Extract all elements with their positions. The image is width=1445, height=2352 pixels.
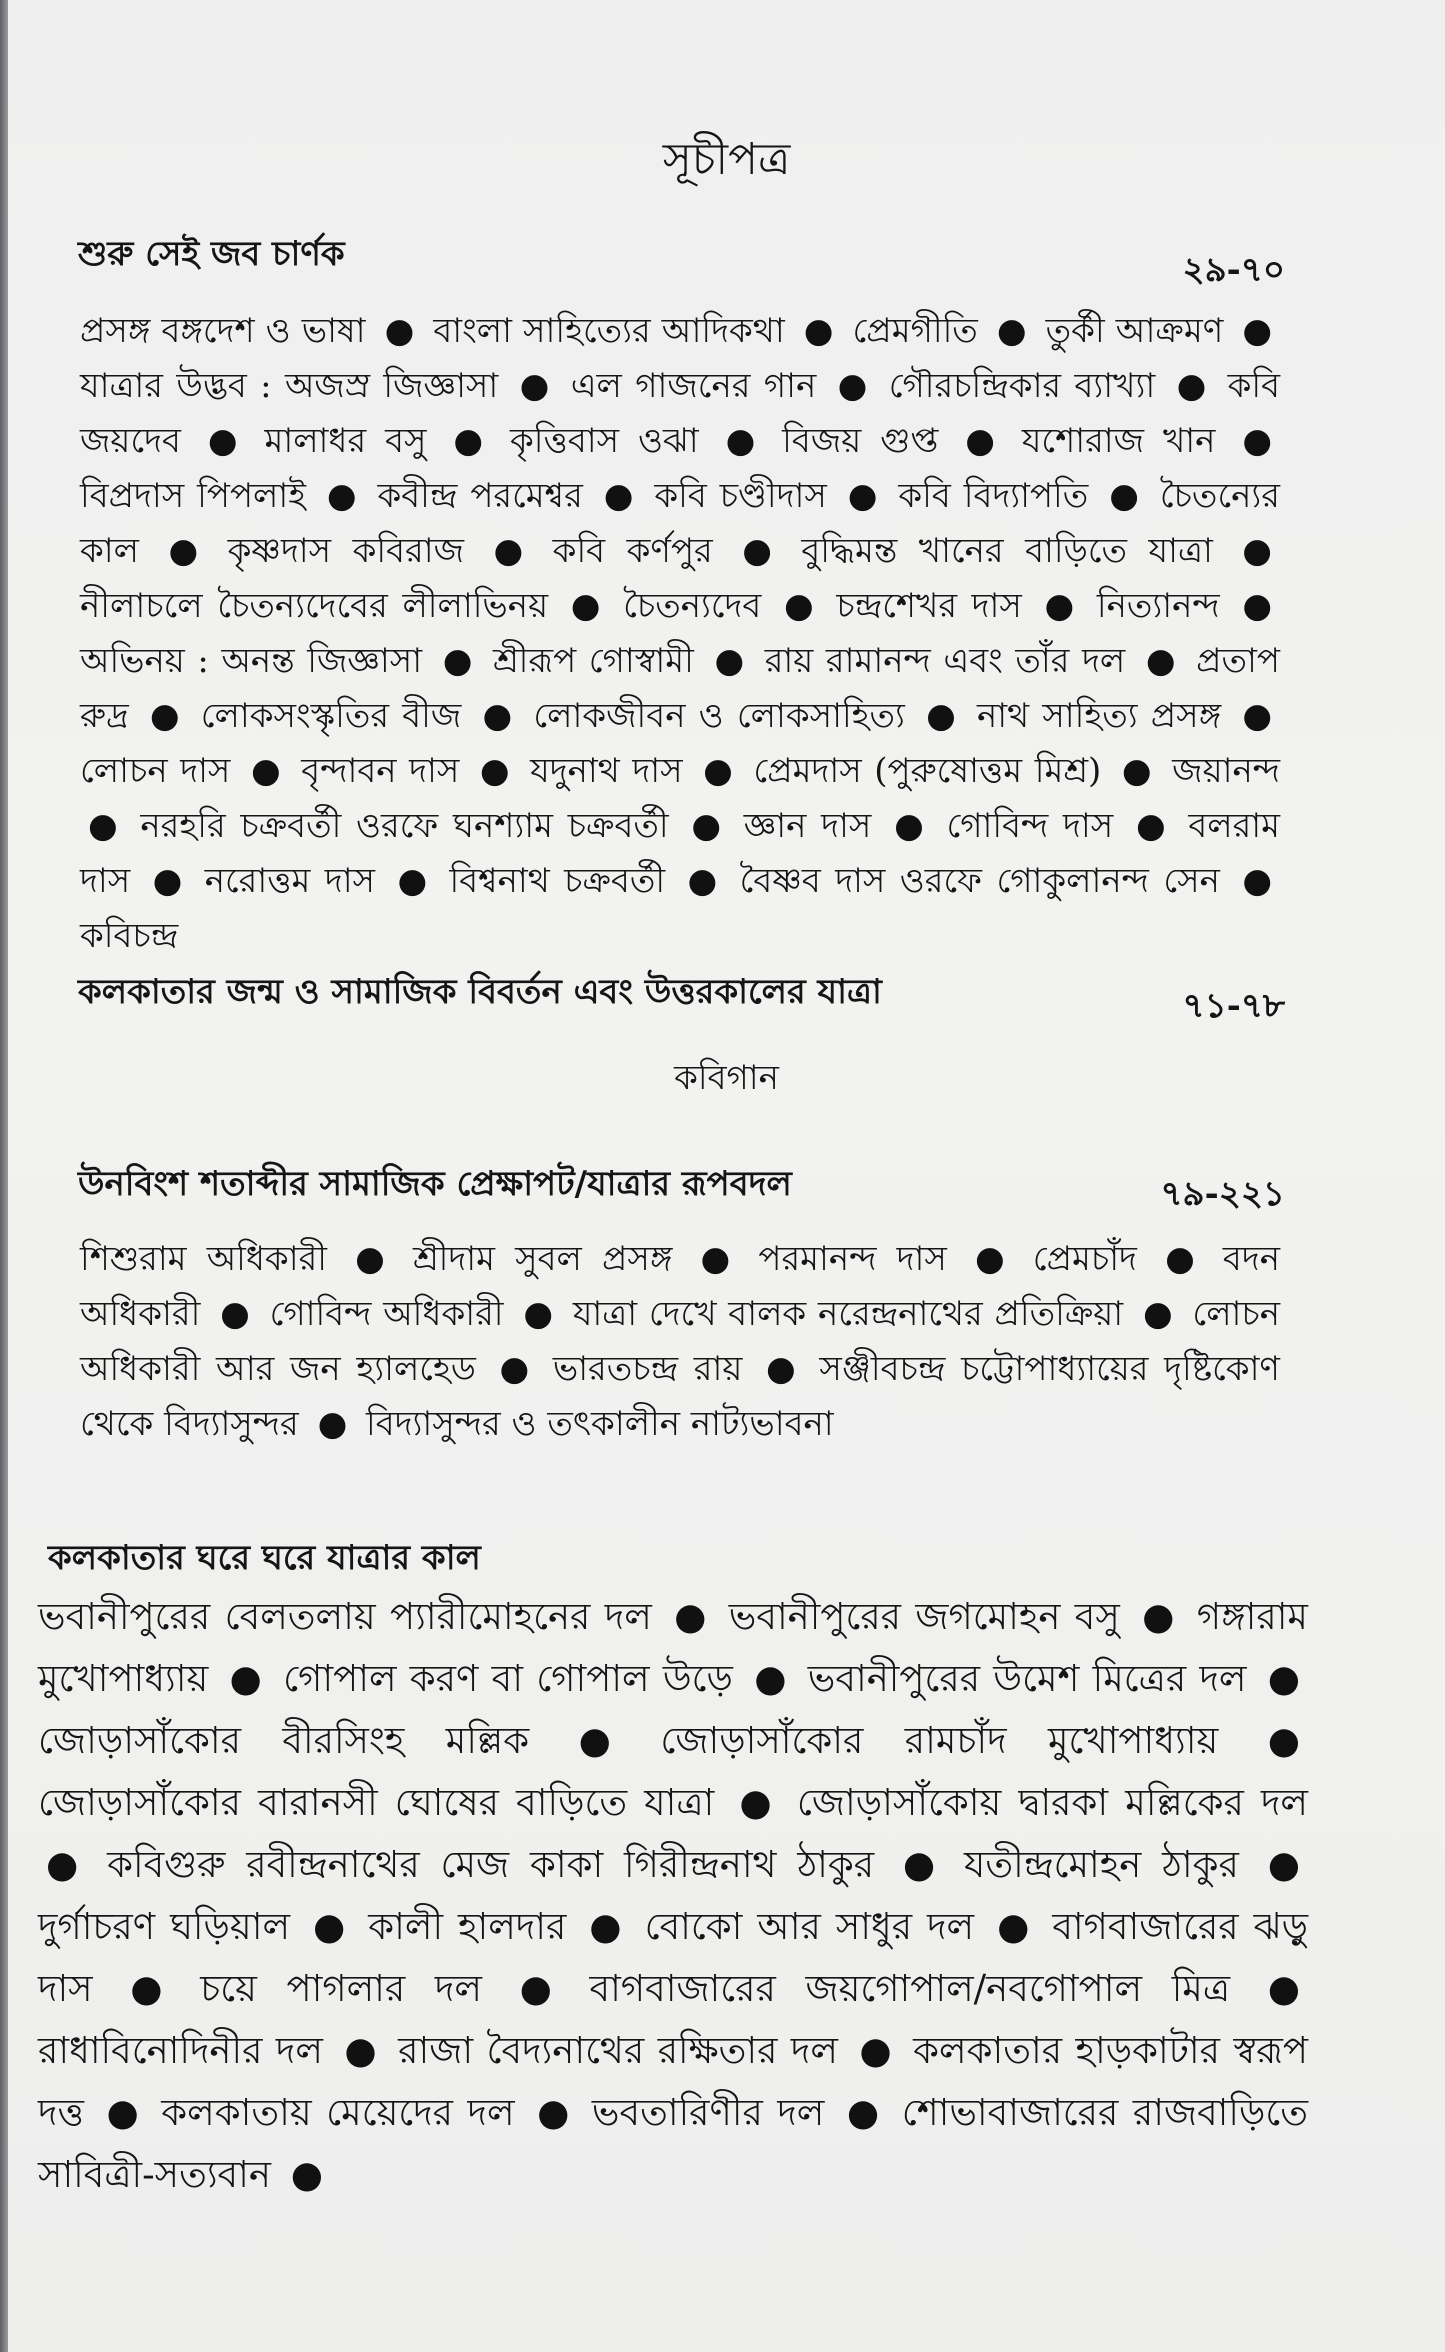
bullet-separator: ● bbox=[846, 2091, 880, 2134]
toc-entry: কবীন্দ্র পরমেশ্বর bbox=[377, 476, 583, 516]
toc-entry: নরোত্তম দাস bbox=[204, 861, 376, 901]
bullet-separator: ● bbox=[1242, 861, 1272, 901]
bullet-separator: ● bbox=[168, 531, 199, 571]
bullet-separator: ● bbox=[997, 1905, 1030, 1948]
bullet-separator: ● bbox=[326, 476, 357, 516]
toc-entry: গৌরচন্দ্রিকার ব্যাখ্যা bbox=[888, 366, 1156, 406]
toc-entry: প্রেমগীতি bbox=[852, 311, 978, 351]
toc-entry: বাংলা সাহিত্যের আদিকথা bbox=[433, 311, 785, 351]
bullet-separator: ● bbox=[578, 1719, 611, 1762]
bullet-separator: ● bbox=[317, 1404, 348, 1444]
bullet-separator: ● bbox=[894, 806, 924, 846]
toc-entry: চয়ে পাগলার দল bbox=[200, 1967, 482, 2010]
bullet-separator: ● bbox=[130, 1967, 163, 2010]
bullet-separator: ● bbox=[1242, 311, 1273, 351]
bullet-separator: ● bbox=[1145, 641, 1176, 681]
bullet-separator: ● bbox=[1109, 476, 1139, 516]
toc-entry: গোবিন্দ অধিকারী bbox=[269, 1294, 504, 1334]
bullet-separator: ● bbox=[926, 696, 956, 736]
toc-entry: প্রেমচাঁদ bbox=[1032, 1239, 1137, 1279]
toc-entry: যতীন্দ্রমোহন ঠাকুর bbox=[964, 1843, 1239, 1886]
toc-entry: বদন অধিকারী bbox=[80, 1239, 1280, 1334]
section-entries-3 bbox=[80, 1232, 1280, 1452]
section-heading-1: শুরু সেই জব চার্ণক bbox=[78, 234, 345, 274]
toc-entry: শ্রীদাম সুবল প্রসঙ্গ bbox=[413, 1239, 673, 1279]
toc-entry: ভবতারিণীর দল bbox=[591, 2091, 825, 2134]
toc-entry: যদুনাথ দাস bbox=[530, 751, 683, 791]
toc-entry: চৈতন্যের কাল bbox=[80, 476, 1280, 571]
toc-entry: কলকাতায় মেয়েদের দল bbox=[161, 2091, 515, 2134]
toc-entry: প্রেমদাস (পুরুষোত্তম মিশ্র) bbox=[753, 751, 1102, 791]
bullet-separator: ● bbox=[152, 861, 183, 901]
bullet-separator: ● bbox=[482, 696, 513, 736]
bullet-separator: ● bbox=[1242, 586, 1273, 626]
toc-entry: সঞ্জীবচন্দ্র চট্টোপাধ্যায়ের দৃষ্টিকোণ থেকে বিদ্যাসুন্দর bbox=[80, 1349, 1280, 1444]
toc-entry: কৃত্তিবাস ওঝা bbox=[510, 421, 699, 461]
section-heading-2: কলকাতার জন্ম ও সামাজিক বিবর্তন এবং উত্তরকালের যাত্রা bbox=[78, 972, 882, 1012]
toc-entry: জ্ঞান দাস bbox=[743, 806, 872, 846]
section-heading-3: উনবিংশ শতাব্দীর সামাজিক প্রেক্ষাপট/যাত্রার রূপবদল bbox=[78, 1164, 792, 1204]
bullet-separator: ● bbox=[1267, 1657, 1301, 1700]
bullet-separator: ● bbox=[902, 1843, 936, 1886]
toc-entry: বিশ্বনাথ চক্রবর্তী bbox=[449, 861, 666, 901]
book-spine-edge bbox=[0, 0, 8, 2352]
toc-entry: যাত্রার উদ্ভব : অজস্র জিজ্ঞাসা bbox=[80, 366, 499, 406]
toc-entry: কবি চণ্ডীদাস bbox=[654, 476, 827, 516]
toc-entry: জোড়াসাঁকোর বারানসী ঘোষের বাড়িতে যাত্রা bbox=[38, 1781, 715, 1824]
bullet-separator: ● bbox=[1121, 751, 1152, 791]
toc-entry: নীলাচলে চৈতন্যদেবের লীলাভিনয় bbox=[80, 586, 549, 626]
toc-entry: শ্রীরূপ গোস্বামী bbox=[492, 641, 694, 681]
toc-entry: মালাধর বসু bbox=[264, 421, 427, 461]
bullet-separator: ● bbox=[739, 1781, 772, 1824]
toc-entry: অভিনয় : অনন্ত জিজ্ঞাসা bbox=[80, 641, 423, 681]
section-pages-3: ৭৯-২২১ bbox=[1160, 1174, 1285, 1214]
bullet-separator: ● bbox=[1242, 696, 1273, 736]
toc-entry: বোকো আর সাধুর দল bbox=[644, 1905, 975, 1948]
bullet-separator: ● bbox=[453, 421, 484, 461]
bullet-separator: ● bbox=[974, 1239, 1005, 1279]
toc-entry: রাধাবিনোদিনীর দল bbox=[38, 2029, 323, 2072]
toc-entry: প্রসঙ্গ বঙ্গদেশ ও ভাষা bbox=[80, 311, 366, 351]
bullet-separator: ● bbox=[397, 861, 428, 901]
bullet-separator: ● bbox=[766, 1349, 796, 1389]
bullet-separator: ● bbox=[714, 641, 745, 681]
bullet-separator: ● bbox=[965, 421, 995, 461]
toc-entry: কবিচন্দ্র bbox=[80, 916, 179, 956]
bullet-separator: ● bbox=[290, 2153, 324, 2196]
toc-entry: রাজা বৈদ্যনাথের রক্ষিতার দল bbox=[398, 2029, 838, 2072]
bullet-separator: ● bbox=[1142, 1294, 1173, 1334]
toc-entry: ভবানীপুরের বেলতলায় প্যারীমোহনের দল bbox=[38, 1595, 652, 1638]
toc-entry: গোপাল করণ বা গোপাল উড়ে bbox=[283, 1657, 733, 1700]
toc-entry: নাথ সাহিত্য প্রসঙ্গ bbox=[976, 696, 1222, 736]
toc-entry: বৃন্দাবন দাস bbox=[301, 751, 460, 791]
section-pages-1: ২৯-৭০ bbox=[1182, 250, 1285, 290]
bullet-separator: ● bbox=[384, 311, 415, 351]
bullet-separator: ● bbox=[106, 2091, 139, 2134]
bullet-separator: ● bbox=[46, 1843, 79, 1886]
bullet-separator: ● bbox=[344, 2029, 377, 2072]
bullet-separator: ● bbox=[442, 641, 473, 681]
toc-entry: কবি কর্ণপুর bbox=[552, 531, 713, 571]
bullet-separator: ● bbox=[700, 1239, 731, 1279]
toc-entry: রায় রামানন্দ এবং তাঁর দল bbox=[764, 641, 1126, 681]
bullet-separator: ● bbox=[687, 861, 718, 901]
toc-entry: জোড়াসাঁকোয় দ্বারকা মল্লিকের দল bbox=[796, 1781, 1308, 1824]
toc-entry: জোড়াসাঁকোর রামচাঁদ মুখোপাধ্যায় bbox=[660, 1719, 1219, 1762]
bullet-separator: ● bbox=[996, 311, 1027, 351]
toc-entry: বলরাম দাস bbox=[80, 806, 1281, 901]
bullet-separator: ● bbox=[88, 806, 118, 846]
bullet-separator: ● bbox=[523, 1294, 554, 1334]
section-subtitle-2: কবিগান bbox=[674, 1058, 779, 1098]
bullet-separator: ● bbox=[1135, 806, 1166, 846]
bullet-separator: ● bbox=[725, 421, 756, 461]
book-page bbox=[8, 0, 1445, 2352]
toc-entry: লোকজীবন ও লোকসাহিত্য bbox=[533, 696, 905, 736]
bullet-separator: ● bbox=[570, 586, 601, 626]
bullet-separator: ● bbox=[1142, 1595, 1175, 1638]
toc-entry: তুর্কী আক্রমণ bbox=[1045, 311, 1224, 351]
toc-entry: বিদ্যাসুন্দর ও তৎকালীন নাট্যভাবনা bbox=[366, 1404, 834, 1444]
section-pages-2: ৭১-৭৮ bbox=[1182, 986, 1285, 1026]
bullet-separator: ● bbox=[742, 531, 772, 571]
section-entries-1 bbox=[80, 304, 1280, 964]
toc-entry: বিপ্রদাস পিপলাই bbox=[80, 476, 306, 516]
bullet-separator: ● bbox=[1242, 421, 1273, 461]
bullet-separator: ● bbox=[220, 1294, 250, 1334]
toc-entry: জোড়াসাঁকোর বীরসিংহ মল্লিক bbox=[38, 1719, 530, 1762]
bullet-separator: ● bbox=[537, 2091, 570, 2134]
bullet-separator: ● bbox=[229, 1657, 262, 1700]
toc-entry: লোকসংস্কৃতির বীজ bbox=[200, 696, 462, 736]
bullet-separator: ● bbox=[313, 1905, 346, 1948]
toc-entry: পরমানন্দ দাস bbox=[758, 1239, 947, 1279]
toc-entry: বুদ্ধিমন্ত খানের বাড়িতে যাত্রা bbox=[801, 531, 1213, 571]
toc-entry: নিত্যানন্দ bbox=[1096, 586, 1220, 626]
toc-entry: দুর্গাচরণ ঘড়িয়াল bbox=[38, 1905, 291, 1948]
toc-entry: ভবানীপুরের জগমোহন বসু bbox=[728, 1595, 1120, 1638]
toc-entry: শোভাবাজারের রাজবাড়িতে সাবিত্রী-সত্যবান bbox=[38, 2091, 1309, 2196]
bullet-separator: ● bbox=[519, 1967, 552, 2010]
toc-entry: ভারতচন্দ্র রায় bbox=[552, 1349, 743, 1389]
bullet-separator: ● bbox=[674, 1595, 707, 1638]
bullet-separator: ● bbox=[1242, 531, 1272, 571]
bullet-separator: ● bbox=[803, 311, 834, 351]
bullet-separator: ● bbox=[859, 2029, 892, 2072]
bullet-separator: ● bbox=[1267, 1967, 1300, 2010]
toc-entry: কবি জয়দেব bbox=[80, 366, 1281, 461]
bullet-separator: ● bbox=[589, 1905, 622, 1948]
bullet-separator: ● bbox=[603, 476, 634, 516]
bullet-separator: ● bbox=[355, 1239, 385, 1279]
toc-entry: চন্দ্রশেখর দাস bbox=[836, 586, 1022, 626]
toc-entry: কবিগুরু রবীন্দ্রনাথের মেজ কাকা গিরীন্দ্রনাথ ঠাকুর bbox=[107, 1843, 875, 1886]
toc-entry: যশোরাজ খান bbox=[1021, 421, 1216, 461]
bullet-separator: ● bbox=[493, 531, 524, 571]
bullet-separator: ● bbox=[149, 696, 180, 736]
toc-entry: জয়ানন্দ bbox=[1172, 751, 1281, 791]
toc-entry: চৈতন্যদেব bbox=[623, 586, 762, 626]
toc-entry: কবি বিদ্যাপতি bbox=[898, 476, 1089, 516]
bullet-separator: ● bbox=[703, 751, 733, 791]
bullet-separator: ● bbox=[837, 366, 868, 406]
bullet-separator: ● bbox=[479, 751, 510, 791]
toc-entry: শিশুরাম অধিকারী bbox=[80, 1239, 328, 1279]
bullet-separator: ● bbox=[784, 586, 814, 626]
toc-entry: যাত্রা দেখে বালক নরেন্দ্রনাথের প্রতিক্রিয়া bbox=[572, 1294, 1124, 1334]
page-title: সূচীপত্র bbox=[662, 134, 791, 185]
bullet-separator: ● bbox=[519, 366, 550, 406]
toc-entry: বিজয় গুপ্ত bbox=[782, 421, 939, 461]
toc-entry: কৃষ্ণদাস কবিরাজ bbox=[227, 531, 465, 571]
toc-entry: লোচন দাস bbox=[80, 751, 231, 791]
toc-entry: এল গাজনের গান bbox=[570, 366, 817, 406]
bullet-separator: ● bbox=[499, 1349, 530, 1389]
toc-entry: লোচন অধিকারী আর জন হ্যালহেড bbox=[80, 1294, 1281, 1389]
toc-entry: বাগবাজারের জয়গোপাল/নবগোপাল মিত্র bbox=[589, 1967, 1231, 2010]
toc-entry: প্রতাপ রুদ্র bbox=[80, 641, 1280, 736]
bullet-separator: ● bbox=[207, 421, 238, 461]
bullet-separator: ● bbox=[251, 751, 281, 791]
bullet-separator: ● bbox=[1165, 1239, 1195, 1279]
toc-entry: কলকাতার হাড়কাটার স্বরূপ দত্ত bbox=[38, 2029, 1309, 2134]
bullet-separator: ● bbox=[691, 806, 722, 846]
bullet-separator: ● bbox=[847, 476, 878, 516]
section-heading-4: কলকাতার ঘরে ঘরে যাত্রার কাল bbox=[48, 1538, 481, 1578]
toc-entry: বাগবাজারের ঝড়ু দাস bbox=[38, 1905, 1309, 2010]
section-entries-4 bbox=[38, 1586, 1308, 2206]
bullet-separator: ● bbox=[1044, 586, 1075, 626]
bullet-separator: ● bbox=[1267, 1719, 1301, 1762]
toc-entry: গোবিন্দ দাস bbox=[946, 806, 1114, 846]
toc-entry: নরহরি চক্রবর্তী ওরফে ঘনশ্যাম চক্রবর্তী bbox=[140, 806, 669, 846]
bullet-separator: ● bbox=[1176, 366, 1207, 406]
toc-entry: কালী হালদার bbox=[368, 1905, 567, 1948]
bullet-separator: ● bbox=[754, 1657, 787, 1700]
toc-entry: ভবানীপুরের উমেশ মিত্রের দল bbox=[807, 1657, 1247, 1700]
toc-entry: বৈষ্ণব দাস ওরফে গোকুলানন্দ সেন bbox=[739, 861, 1220, 901]
toc-entry: গঙ্গারাম মুখোপাধ্যায় bbox=[38, 1595, 1308, 1700]
bullet-separator: ● bbox=[1267, 1843, 1300, 1886]
